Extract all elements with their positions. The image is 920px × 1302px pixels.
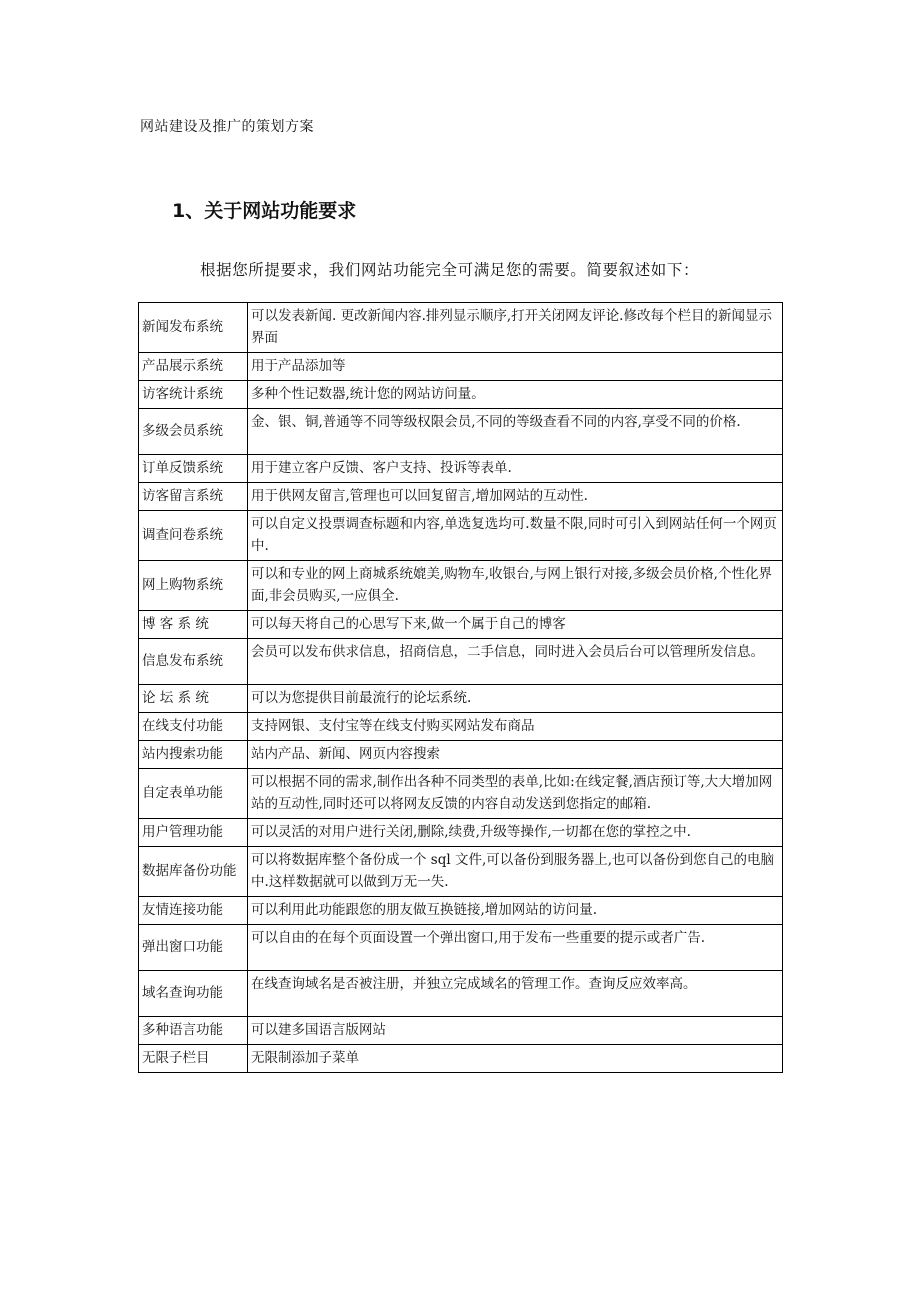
feature-description: 可以自由的在每个页面设置一个弹出窗口,用于发布一些重要的提示或者广告.: [248, 925, 783, 971]
feature-description: 金、银、铜,普通等不同等级权限会员,不同的等级查看不同的内容,享受不同的价格.: [248, 409, 783, 455]
table-row: [139, 819, 783, 847]
table-row: [139, 769, 783, 819]
features-table: [138, 302, 783, 1073]
table-row: [139, 847, 783, 897]
feature-description: 可以和专业的网上商城系统媲美,购物车,收银台,与网上银行对接,多级会员价格,个性化界面,非会员购买,一应俱全.: [248, 561, 783, 611]
table-row: [139, 713, 783, 741]
feature-description: 可以将数据库整个备份成一个 sql 文件,可以备份到服务器上,也可以备份到您自己的电脑中.这样数据就可以做到万无一失.: [248, 847, 783, 897]
feature-description: 可以建多国语言版网站: [248, 1017, 783, 1045]
feature-name: 调查问卷系统: [139, 511, 248, 561]
table-row: [139, 925, 783, 971]
feature-name: 产品展示系统: [139, 353, 248, 381]
table-row: [139, 639, 783, 685]
feature-name: 博 客 系 统: [139, 611, 248, 639]
table-row: [139, 561, 783, 611]
feature-name: 数据库备份功能: [139, 847, 248, 897]
feature-name: 网上购物系统: [139, 561, 248, 611]
feature-name: 订单反馈系统: [139, 455, 248, 483]
table-row: [139, 381, 783, 409]
feature-name: 无限子栏目: [139, 1045, 248, 1073]
feature-name: 站内搜索功能: [139, 741, 248, 769]
feature-description: 可以发表新闻. 更改新闻内容.排列显示顺序,打开关闭网友评论.修改每个栏目的新闻显示界面: [248, 303, 783, 353]
intro-paragraph: 根据您所提要求，我们网站功能完全可满足您的需要。简要叙述如下：: [200, 261, 700, 279]
feature-description: 站内产品、新闻、网页内容搜索: [248, 741, 783, 769]
feature-description: 用于建立客户反馈、客户支持、投诉等表单.: [248, 455, 783, 483]
table-row: [139, 483, 783, 511]
feature-description: 可以为您提供目前最流行的论坛系统.: [248, 685, 783, 713]
table-row: [139, 409, 783, 455]
feature-name: 用户管理功能: [139, 819, 248, 847]
table-row: [139, 303, 783, 353]
section-heading: 1、关于网站功能要求: [172, 200, 357, 222]
table-row: [139, 971, 783, 1017]
feature-name: 多种语言功能: [139, 1017, 248, 1045]
table-row: [139, 685, 783, 713]
document-title: 网站建设及推广的策划方案: [140, 119, 314, 135]
feature-name: 域名查询功能: [139, 971, 248, 1017]
feature-name: 论 坛 系 统: [139, 685, 248, 713]
feature-name: 友情连接功能: [139, 897, 248, 925]
table-row: [139, 455, 783, 483]
feature-description: 可以灵活的对用户进行关闭,删除,续费,升级等操作,一切都在您的掌控之中.: [248, 819, 783, 847]
feature-name: 在线支付功能: [139, 713, 248, 741]
feature-description: 可以自定义投票调查标题和内容,单选复选均可.数量不限,同时可引入到网站任何一个网页中.: [248, 511, 783, 561]
feature-name: 信息发布系统: [139, 639, 248, 685]
table-row: [139, 741, 783, 769]
feature-description: 可以利用此功能跟您的朋友做互换链接,增加网站的访问量.: [248, 897, 783, 925]
feature-description: 用于产品添加等: [248, 353, 783, 381]
feature-name: 访客留言系统: [139, 483, 248, 511]
feature-name: 新闻发布系统: [139, 303, 248, 353]
feature-description: 多种个性记数器,统计您的网站访问量。: [248, 381, 783, 409]
table-row: [139, 353, 783, 381]
feature-description: 无限制添加子菜单: [248, 1045, 783, 1073]
table-row: [139, 611, 783, 639]
table-row: [139, 1017, 783, 1045]
table-row: [139, 1045, 783, 1073]
table-row: [139, 897, 783, 925]
feature-description: 可以根据不同的需求,制作出各种不同类型的表单,比如:在线定餐,酒店预订等,大大增加网站的互动性,同时还可以将网友反馈的内容自动发送到您指定的邮箱.: [248, 769, 783, 819]
feature-name: 多级会员系统: [139, 409, 248, 455]
feature-description: 在线查询域名是否被注册，并独立完成域名的管理工作。查询反应效率高。: [248, 971, 783, 1017]
feature-description: 用于供网友留言,管理也可以回复留言,增加网站的互动性.: [248, 483, 783, 511]
feature-description: 可以每天将自己的心思写下来,做一个属于自己的博客: [248, 611, 783, 639]
table-row: [139, 511, 783, 561]
feature-name: 自定表单功能: [139, 769, 248, 819]
feature-description: 支持网银、支付宝等在线支付购买网站发布商品: [248, 713, 783, 741]
feature-name: 弹出窗口功能: [139, 925, 248, 971]
feature-name: 访客统计系统: [139, 381, 248, 409]
feature-description: 会员可以发布供求信息，招商信息，二手信息，同时进入会员后台可以管理所发信息。: [248, 639, 783, 685]
